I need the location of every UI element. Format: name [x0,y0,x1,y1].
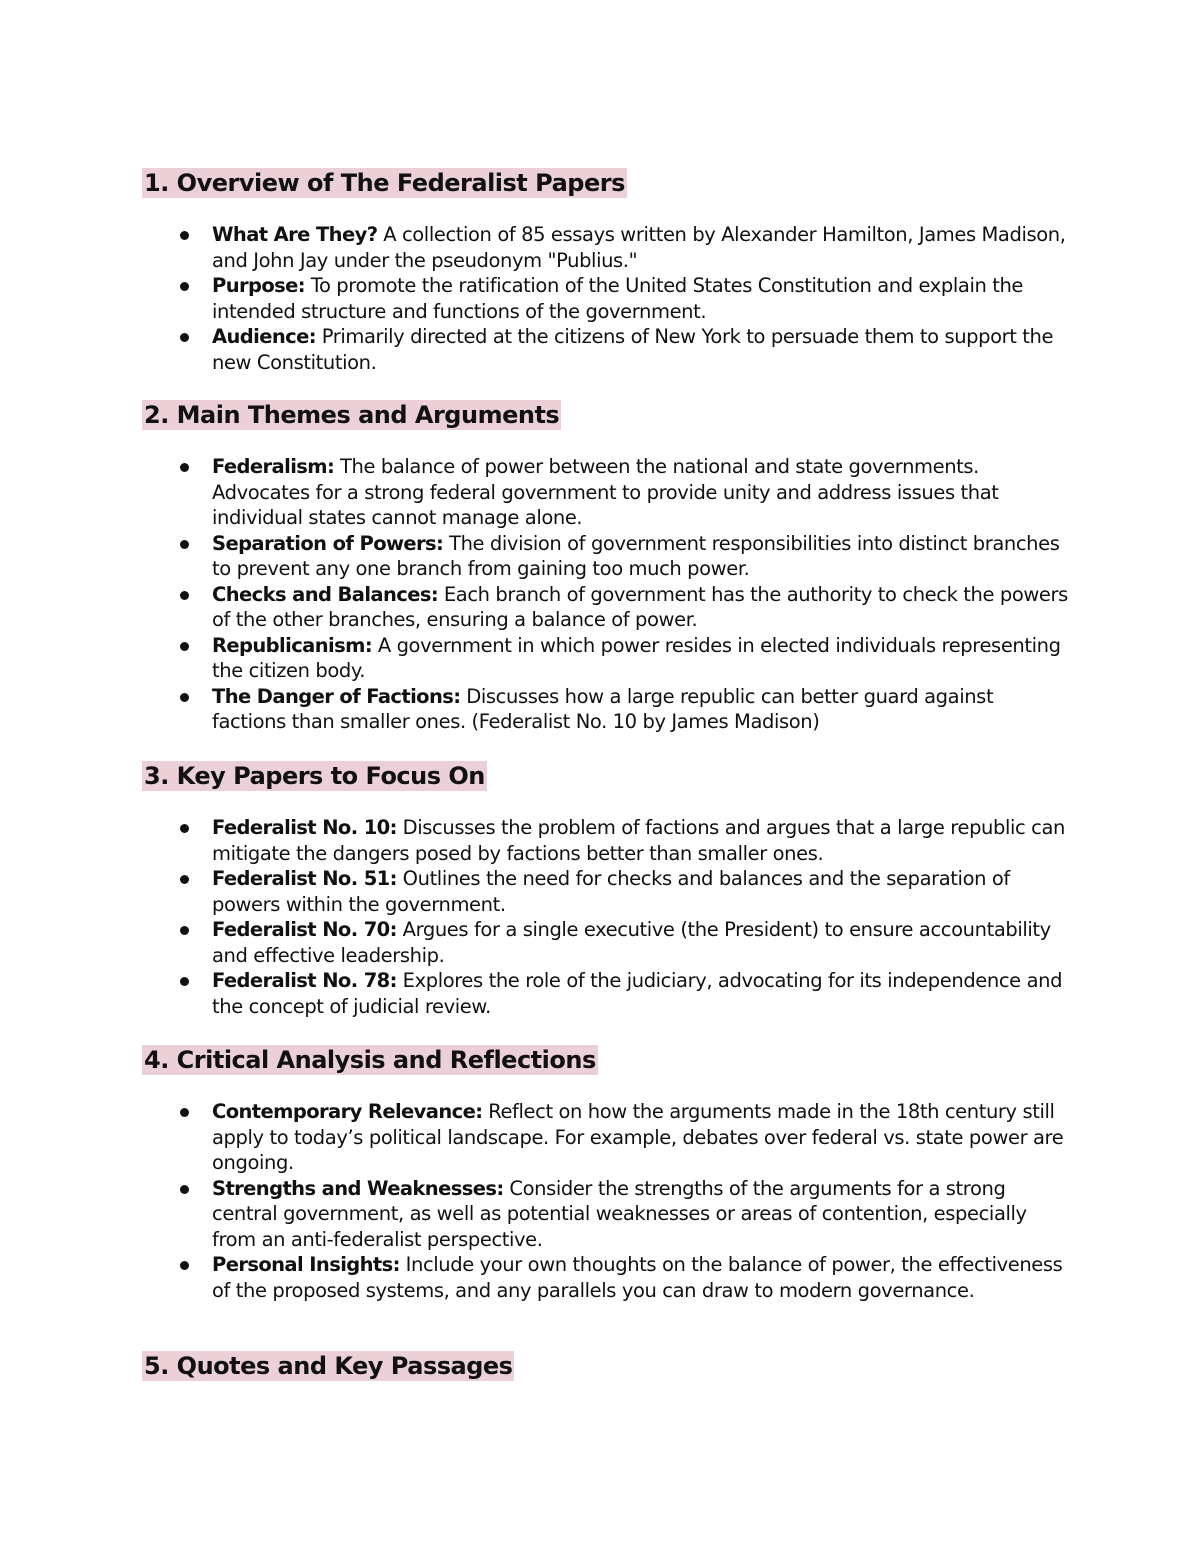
item-text: Discusses the problem of factions and argues that a large republic can mitigate the dangers posed by factions better than smaller ones. [212,816,1065,865]
item-text: A government in which power resides in elected individuals representing the citizen body. [212,633,1061,682]
list-item [142,1252,1072,1303]
item-text: Explores the role of the judiciary, advocating for its independence and the concept of judicial review. [212,969,1063,1018]
section-critical-analysis [142,1045,1072,1303]
item-term: Republicanism: [212,633,373,657]
item-text: Each branch of government has the authority to check the powers of the other branches, ensuring a balance of power. [212,582,1068,631]
list-item [142,1099,1072,1176]
bullet-list [142,454,1072,735]
bullet-icon [180,540,189,549]
list-item [142,968,1072,1019]
section-heading: 4. Critical Analysis and Reflections [144,1046,596,1074]
item-term: Strengths and Weaknesses: [212,1176,504,1200]
bullet-icon [180,693,189,702]
item-text: Argues for a single executive (the President) to ensure accountability and effective leadership. [212,918,1051,967]
section-quotes [142,1351,1072,1381]
item-term: Separation of Powers: [212,531,444,555]
item-text: Primarily directed at the citizens of New York to persuade them to support the new Constitution. [212,325,1054,374]
bullet-icon [180,1261,189,1270]
bullet-list [142,222,1072,375]
section-heading: 5. Quotes and Key Passages [144,1352,513,1380]
item-term: Audience: [212,325,316,348]
bullet-icon [180,642,189,651]
item-text: Consider the strengths of the arguments for a strong central government, as well as potential weaknesses or areas of contention, especially from an anti-federalist perspective. [212,1176,1027,1251]
item-term: Contemporary Relevance: [212,1100,483,1123]
list-item [142,222,1072,273]
list-item [142,582,1072,633]
section-overview [142,168,1072,375]
bullet-icon [180,333,189,342]
list-item [142,684,1072,735]
section-main-themes [142,400,1072,735]
bullet-icon [180,875,189,884]
item-term: Federalism: [212,455,335,478]
bullet-list [142,815,1072,1019]
item-term: The Danger of Factions: [212,684,461,708]
item-term: Purpose: [212,274,305,297]
bullet-icon [180,977,189,986]
bullet-icon [180,282,189,291]
item-text: Discusses how a large republic can better guard against factions than smaller ones. (Federalist No. 10 by James Madison) [212,684,994,733]
item-term: Federalist No. 78: [212,969,397,992]
section-key-papers [142,761,1072,1019]
item-text: The balance of power between the national and state governments. Advocates for a strong federal government to provide unity and address issues that individual states cannot manage alone. [212,455,999,529]
bullet-icon [180,231,189,240]
item-text: Reflect on how the arguments made in the 18th century still apply to today’s political landscape. For example, debates over federal vs. state power are ongoing. [212,1100,1064,1174]
item-term: Federalist No. 10: [212,816,397,839]
list-item [142,454,1072,531]
list-item [142,1176,1072,1253]
item-text: A collection of 85 essays written by Alexander Hamilton, James Madison, and John Jay under the pseudonym "Publius." [212,223,1066,272]
item-text: Include your own thoughts on the balance of power, the effectiveness of the proposed systems, and any parallels you can draw to modern governance. [212,1253,1063,1302]
list-item [142,917,1072,968]
item-term: Federalist No. 70: [212,918,397,941]
bullet-icon [180,1185,189,1194]
item-term: Personal Insights: [212,1253,400,1276]
list-item [142,531,1072,582]
section-heading: 3. Key Papers to Focus On [144,762,485,790]
section-heading: 2. Main Themes and Arguments [144,401,560,429]
item-term: What Are They? [212,223,378,246]
item-text: To promote the ratification of the United States Constitution and explain the intended structure and functions of the government. [212,274,1024,323]
bullet-icon [180,591,189,600]
bullet-icon [180,926,189,935]
bullet-icon [180,463,189,472]
bullet-list [142,1099,1072,1303]
item-term: Checks and Balances: [212,582,439,606]
list-item [142,633,1072,684]
item-text: Outlines the need for checks and balances and the separation of powers within the government. [212,867,1010,916]
section-heading: 1. Overview of The Federalist Papers [144,169,625,197]
bullet-icon [180,1108,189,1117]
item-text: The division of government responsibilities into distinct branches to prevent any one branch from gaining too much power. [212,531,1060,580]
list-item [142,324,1072,375]
list-item [142,866,1072,917]
list-item [142,273,1072,324]
bullet-icon [180,824,189,833]
item-term: Federalist No. 51: [212,867,397,890]
list-item [142,815,1072,866]
